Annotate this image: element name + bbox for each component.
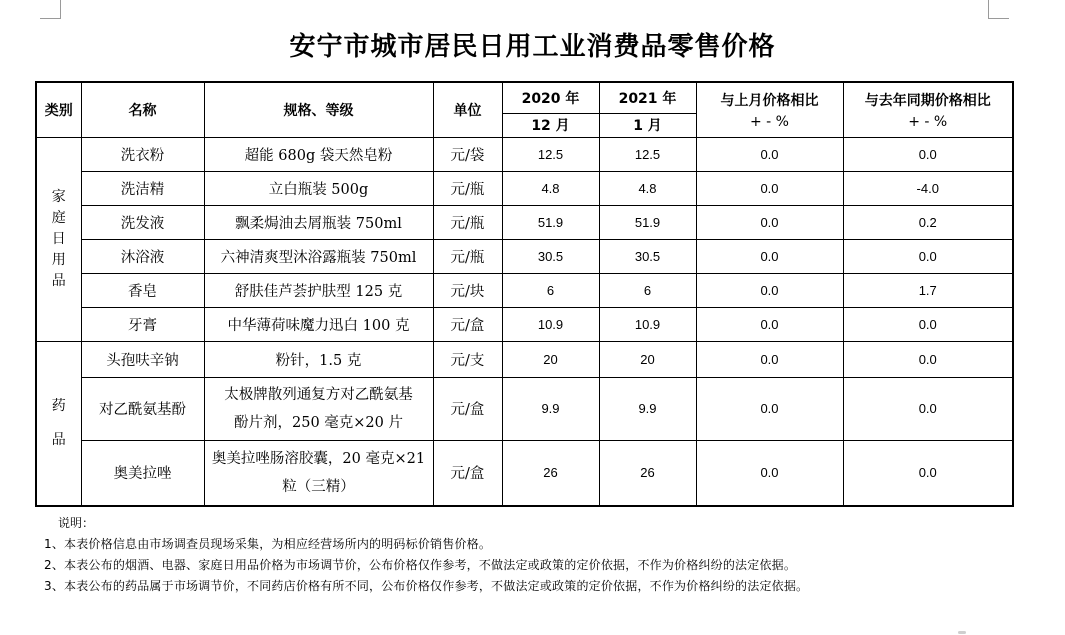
product-name: 对乙酰氨基酚 xyxy=(81,377,204,440)
price-cur: 6 xyxy=(599,273,696,307)
product-spec: 舒肤佳芦荟护肤型 125 克 xyxy=(204,273,433,307)
change-mom: 0.0 xyxy=(696,341,843,377)
page-title: 安宁市城市居民日用工业消费品零售价格 xyxy=(289,32,776,62)
product-unit: 元/瓶 xyxy=(433,205,502,239)
product-unit: 元/盒 xyxy=(433,307,502,341)
product-spec: 六神清爽型沐浴露瓶装 750ml xyxy=(204,239,433,273)
product-unit: 元/袋 xyxy=(433,137,502,171)
page-corner-mark-left xyxy=(40,0,61,19)
price-prev: 30.5 xyxy=(502,239,599,273)
product-unit: 元/瓶 xyxy=(433,239,502,273)
table-row xyxy=(36,137,1013,171)
change-yoy: 1.7 xyxy=(843,273,1013,307)
header-cur-year: 2021 年 xyxy=(599,82,696,113)
header-name: 名称 xyxy=(81,82,204,137)
header-mom-label: 与上月价格相比 xyxy=(720,92,819,109)
change-yoy: 0.0 xyxy=(843,137,1013,171)
product-spec: 中华薄荷味魔力迅白 100 克 xyxy=(204,307,433,341)
note-item: 3、本表公布的药品属于市场调节价，不同药店价格有所不同，公布价格仅作参考，不做法定或政策的定价依据，不作为价格纠纷的法定依据。 xyxy=(44,579,809,593)
product-spec: 飘柔焗油去屑瓶装 750ml xyxy=(204,205,433,239)
category-medicine-label: 药品 xyxy=(51,398,66,449)
price-cur: 4.8 xyxy=(599,171,696,205)
product-spec: 立白瓶装 500g xyxy=(204,171,433,205)
category-household xyxy=(36,137,81,341)
change-mom: 0.0 xyxy=(696,137,843,171)
price-cur: 30.5 xyxy=(599,239,696,273)
table-row xyxy=(36,341,1013,377)
category-household-label: 家庭日用品 xyxy=(51,188,66,289)
change-yoy: 0.0 xyxy=(843,440,1013,506)
product-spec xyxy=(204,440,433,506)
price-cur: 10.9 xyxy=(599,307,696,341)
product-name: 头孢呋辛钠 xyxy=(81,341,204,377)
price-cur: 51.9 xyxy=(599,205,696,239)
table-row xyxy=(36,440,1013,506)
category-medicine xyxy=(36,341,81,506)
table-row xyxy=(36,171,1013,205)
header-yoy-label: 与去年同期价格相比 xyxy=(864,92,991,109)
product-spec-line: 奥美拉唑肠溶胶囊，20 毫克×21 xyxy=(211,450,426,467)
price-cur: 20 xyxy=(599,341,696,377)
notes-heading: 说明： xyxy=(58,516,95,530)
product-spec-line: 粒（三精） xyxy=(282,478,355,495)
header-category: 类别 xyxy=(36,82,81,137)
price-prev: 9.9 xyxy=(502,377,599,440)
change-mom: 0.0 xyxy=(696,273,843,307)
page-corner-mark-right xyxy=(988,0,1009,19)
product-name: 洗衣粉 xyxy=(81,137,204,171)
header-prev-year: 2020 年 xyxy=(502,82,599,113)
change-yoy: 0.0 xyxy=(843,307,1013,341)
change-mom: 0.0 xyxy=(696,440,843,506)
header-mom xyxy=(696,82,843,137)
header-prev-month: 12 月 xyxy=(502,113,599,137)
change-yoy: 0.0 xyxy=(843,239,1013,273)
price-prev: 26 xyxy=(502,440,599,506)
table-row xyxy=(36,377,1013,440)
notes xyxy=(44,513,809,597)
product-unit: 元/瓶 xyxy=(433,171,502,205)
change-yoy: 0.0 xyxy=(843,341,1013,377)
table-row xyxy=(36,239,1013,273)
price-prev: 10.9 xyxy=(502,307,599,341)
table-row xyxy=(36,205,1013,239)
product-unit: 元/盒 xyxy=(433,440,502,506)
product-spec: 粉针，1.5 克 xyxy=(204,341,433,377)
note-item: 2、本表公布的烟酒、电器、家庭日用品价格为市场调节价，公布价格仅作参考，不做法定或政策的定价依据，不作为价格纠纷的法定依据。 xyxy=(44,558,797,572)
header-cur-month: 1 月 xyxy=(599,113,696,137)
product-name: 奥美拉唑 xyxy=(81,440,204,506)
change-mom: 0.0 xyxy=(696,239,843,273)
product-spec-line: 酚片剂，250 毫克×20 片 xyxy=(234,414,403,431)
price-cur: 9.9 xyxy=(599,377,696,440)
product-unit: 元/块 xyxy=(433,273,502,307)
price-prev: 20 xyxy=(502,341,599,377)
header-unit: 单位 xyxy=(433,82,502,137)
product-unit: 元/支 xyxy=(433,341,502,377)
change-yoy: 0.0 xyxy=(843,377,1013,440)
change-yoy: 0.2 xyxy=(843,205,1013,239)
price-cur: 12.5 xyxy=(599,137,696,171)
price-prev: 4.8 xyxy=(502,171,599,205)
product-name: 香皂 xyxy=(81,273,204,307)
product-spec xyxy=(204,377,433,440)
header-yoy-unit: + - % xyxy=(908,113,948,130)
product-name: 洗洁精 xyxy=(81,171,204,205)
change-mom: 0.0 xyxy=(696,377,843,440)
product-name: 沐浴液 xyxy=(81,239,204,273)
header-spec: 规格、等级 xyxy=(204,82,433,137)
change-mom: 0.0 xyxy=(696,307,843,341)
header-row-1 xyxy=(36,82,1013,113)
price-cur: 26 xyxy=(599,440,696,506)
change-yoy: -4.0 xyxy=(843,171,1013,205)
product-name: 洗发液 xyxy=(81,205,204,239)
price-prev: 51.9 xyxy=(502,205,599,239)
product-unit: 元/盒 xyxy=(433,377,502,440)
page-edge-mark xyxy=(958,631,966,634)
change-mom: 0.0 xyxy=(696,205,843,239)
header-yoy xyxy=(843,82,1013,137)
price-prev: 6 xyxy=(502,273,599,307)
table-row xyxy=(36,273,1013,307)
product-name: 牙膏 xyxy=(81,307,204,341)
header-mom-unit: + - % xyxy=(750,113,789,130)
table-row xyxy=(36,307,1013,341)
note-item: 1、本表价格信息由市场调查员现场采集，为相应经营场所内的明码标价销售价格。 xyxy=(44,537,492,551)
change-mom: 0.0 xyxy=(696,171,843,205)
product-spec: 超能 680g 袋天然皂粉 xyxy=(204,137,433,171)
price-prev: 12.5 xyxy=(502,137,599,171)
product-spec-line: 太极牌散列通复方对乙酰氨基 xyxy=(224,386,413,403)
price-table xyxy=(35,81,1014,507)
